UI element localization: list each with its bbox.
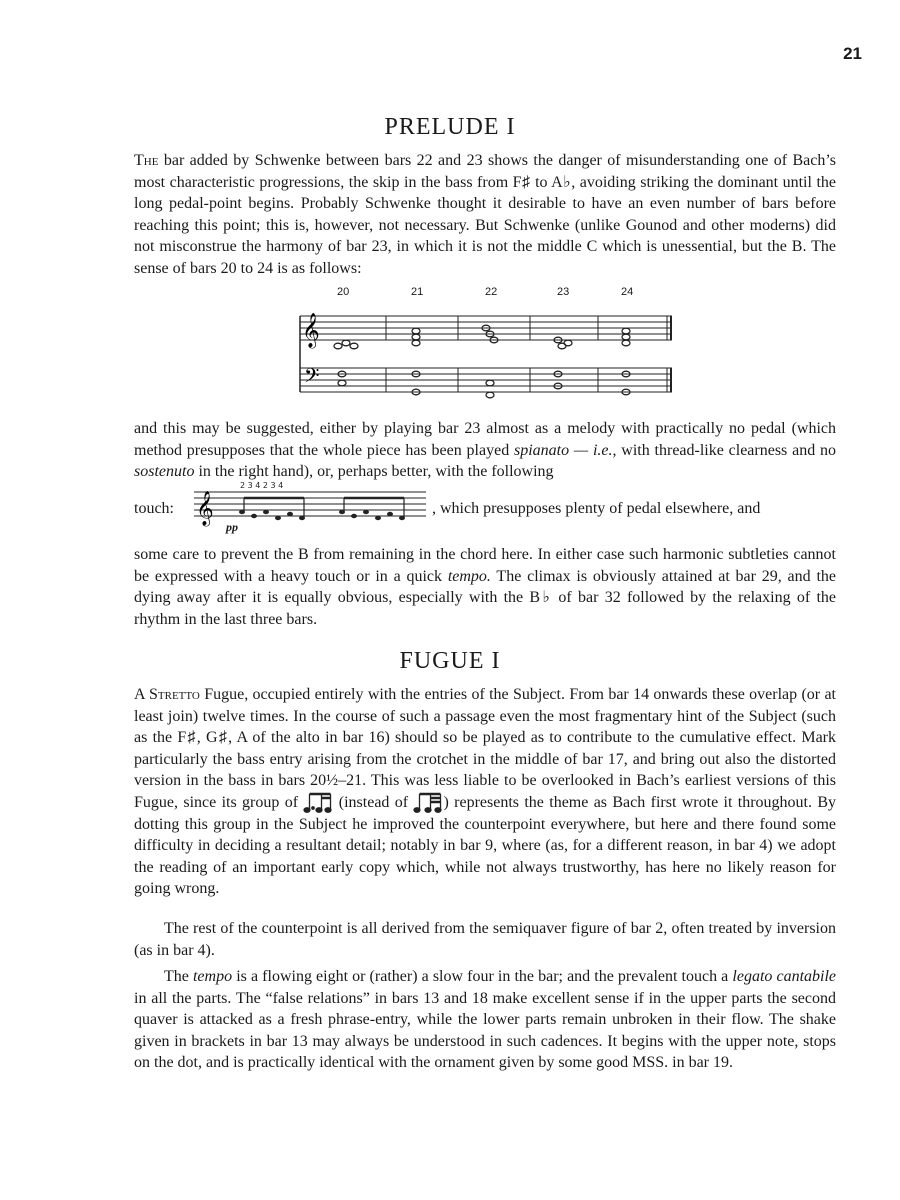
legato-cantabile-term: legato cantabile bbox=[732, 968, 837, 985]
page-number: 21 bbox=[843, 44, 862, 63]
tempo-term: tempo bbox=[192, 968, 233, 985]
prelude-p3-a: some care to prevent the B from remaining in the chord here. In either case such harmonic subtleties cannot be expressed with a heavy touch or in a quick bbox=[134, 546, 836, 585]
fugue-p3-c: in all the parts. The “false relations” in bars 13 and 18 make excellent sense if in the upper parts the second quaver is attacked as a fresh phrase-entry, while the lower parts remain unbroken in their flow. The shake given in brackets in bar 13 may always be understood in such cadences. It begins with the upper note, stops on the dot, and is practically identical with the ornament given by some good MSS. in bar 19. bbox=[134, 989, 836, 1071]
fugue-paragraph-2: The rest of the counterpoint is all derived from the semiquaver figure of bar 2, often treated by inversion (as in bar 4). bbox=[134, 920, 836, 959]
fugue-heading: FUGUE I bbox=[399, 648, 501, 674]
prelude-p1-text: bar added by Schwenke between bars 22 and 23 shows the danger of misunderstanding one of Bach’s most characteristic progressions, the skip in the bass from F♯ to A♭, avoiding striking the dominant until the long pedal-point begins. Probably Schwenke thought it desirable to have an even number of bars before reaching this point; this is, however, not necessary. But Schwenke (unlike Gounod and other moderns) did not misconstrue the harmony of bar 23, in which it is not the middle C which is unessential, but the B. The sense of bars 20 to 24 is as follows: bbox=[134, 152, 836, 277]
fugue-paragraph-1 bbox=[134, 684, 836, 900]
fugue-lead-word: A Stretto bbox=[134, 686, 200, 703]
treble-clef-icon: 𝄞 bbox=[302, 313, 320, 348]
sostenuto-term: sostenuto bbox=[134, 463, 195, 480]
prelude-paragraph-2 bbox=[134, 418, 836, 483]
fugue-p1-b: (instead of bbox=[333, 793, 414, 811]
example-bar-numbers bbox=[0, 286, 900, 302]
treble-clef-icon: 𝄞 bbox=[196, 491, 214, 526]
prelude-p2-b: , with thread-like clearness and no bbox=[612, 441, 836, 459]
fugue-p3-a: The bbox=[164, 968, 193, 985]
touch-label: touch: bbox=[134, 500, 174, 517]
svg-text:2 3 4 2 3 4: 2 3 4 2 3 4 bbox=[240, 482, 284, 490]
touch-after-text: , which presupposes plenty of pedal elsewhere, and bbox=[432, 500, 761, 517]
fugue-paragraph-3 bbox=[134, 966, 836, 1074]
bar-number: 24 bbox=[621, 286, 634, 298]
fugue-p1-c: ) represents the theme as Bach first wrote it throughout. By dotting this group in the Subject he improved the counterpoint everywhere, but here and there found some difficulty in deciding a resultant detail; notably in bar 9, where (as, for a different reason, in bar 4) we adopt the reading of an important early copy which, while not always trustworthy, has here no likely reason for going wrong. bbox=[134, 793, 837, 898]
music-example-grand-staff bbox=[296, 306, 676, 402]
bass-clef-icon: 𝄢 bbox=[304, 364, 320, 392]
bar-number: 22 bbox=[485, 286, 498, 298]
bar-number: 20 bbox=[337, 286, 350, 298]
fugue-p3-b: is a flowing eight or (rather) a slow four in the bar; and the prevalent touch a bbox=[232, 968, 733, 985]
example-notes bbox=[334, 325, 630, 398]
dotted-rhythm-group-icon bbox=[303, 792, 333, 814]
tempo-term: tempo. bbox=[447, 567, 491, 585]
prelude-paragraph-3 bbox=[134, 544, 836, 630]
dynamic-marking: pp bbox=[226, 520, 238, 534]
prelude-p2-c: in the right hand), or, perhaps better, with the following bbox=[194, 463, 554, 480]
prelude-p2-a: and this may be suggested, either by playing bar 23 almost as a melody with practically no pedal (which method presupposes that the whole piece has been played bbox=[134, 420, 836, 459]
prelude-paragraph-1 bbox=[134, 150, 836, 279]
touch-notes bbox=[239, 510, 405, 520]
prelude-lead-word: The bbox=[134, 152, 159, 169]
even-rhythm-group-icon bbox=[413, 792, 443, 814]
prelude-p3-b: The climax is obviously attained at bar 29, and the dying away after it is equally obvious, especially with the B♭ of bar 32 followed by the relaxing of the rhythm in the last three bars. bbox=[134, 567, 837, 628]
fugue-p1-a: Fugue, occupied entirely with the entries of the Subject. From bar 14 onwards these overlap (or at least join) twelve times. In the course of such a passage even the most fragmentary hint of the Subject (such as the F♯, G♯, A of the alto in bar 16) should so be played as to contribute to the cumulative effect. Mark particularly the bass entry arising from the crotchet in the middle of bar 17, and bring out also the distorted version in the bass in bars 20½–21. This was less liable to be overlooked in Bach’s earliest versions of this Fugue, since its group of bbox=[134, 686, 837, 811]
bar-number: 21 bbox=[411, 286, 424, 298]
spianato-term: spianato — i.e. bbox=[514, 441, 613, 459]
prelude-heading: PRELUDE I bbox=[384, 114, 516, 140]
touch-example-row bbox=[134, 482, 836, 544]
bar-number: 23 bbox=[557, 286, 570, 298]
